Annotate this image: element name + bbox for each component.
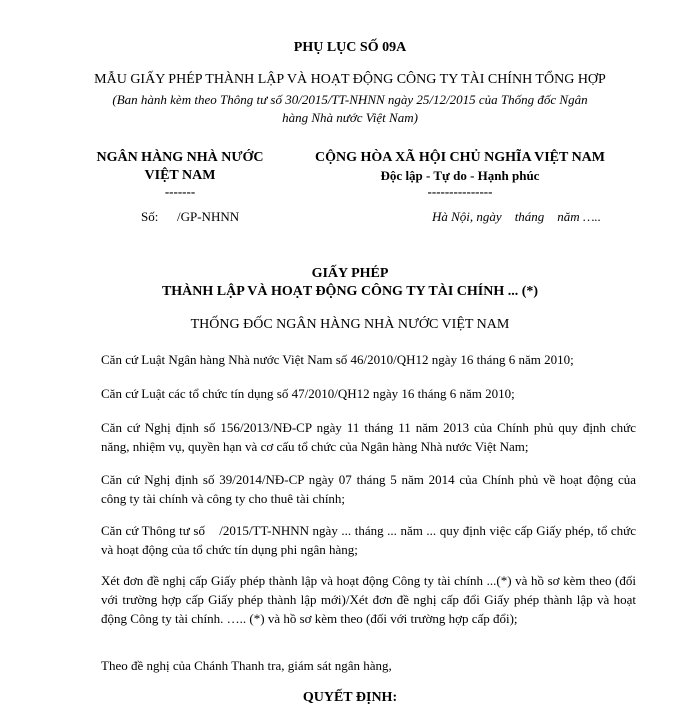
paragraph-legal-basis-3: Căn cứ Nghị định số 156/2013/NĐ-CP ngày 11 tháng 11 năm 2013 của Chính phủ quy định chức năng, nhiệm vụ, quyền hạn và cơ cấu tổ chức của Ngân hàng Nhà nước Việt Nam; [101,420,636,454]
paragraph-legal-basis-5: Căn cứ Thông tư số /2015/TT-NHNN ngày ... tháng ... năm ... quy định việc cấp Giấy phép, tổ chức và hoạt động của tổ chức tín dụng phi ngân hàng; [101,523,640,557]
republic-motto: Độc lập - Tự do - Hạnh phúc [380,168,540,183]
paragraph-legal-basis-2: Căn cứ Luật các tổ chức tín dụng số 47/2010/QH12 ngày 16 tháng 6 năm 2010; [101,386,515,401]
paragraph-legal-basis-4: Căn cứ Nghị định số 39/2014/NĐ-CP ngày 07 tháng 5 năm 2014 của Chính phủ về hoạt động của công ty tài chính và công ty cho thuê tài chính; [101,472,636,506]
license-subtitle: THÀNH LẬP VÀ HOẠT ĐỘNG CÔNG TY TÀI CHÍNH ... (*) [161,284,539,299]
paragraph-legal-basis-1: Căn cứ Luật Ngân hàng Nhà nước Việt Nam số 46/2010/QH12 ngày 16 tháng 6 năm 2010; [101,352,574,367]
paragraph-proposal: Theo đề nghị của Chánh Thanh tra, giám sát ngân hàng, [101,658,392,673]
issued-note-line1: (Ban hành kèm theo Thông tư số 30/2015/TT-NHNN ngày 25/12/2015 của Thống đốc Ngân [112,92,588,107]
paragraph-application: Xét đơn đề nghị cấp Giấy phép thành lập và hoạt động Công ty tài chính ...(*) và hồ sơ kèm theo (đối với trường hợp cấp Giấy phép thành lập mới)/Xét đơn đề nghị cấp đổi Giấy phép thành lập và hoạt động Công ty tài chính. ….. (*) và hồ sơ kèm theo (đối với trường hợp cấp đổi); [101,573,636,626]
republic-name: CỘNG HÒA XÃ HỘI CHỦ NGHĨA VIỆT NAM [314,150,605,165]
agency-name-line1: NGÂN HÀNG NHÀ NƯỚC [96,150,264,165]
issued-note-line2: hàng Nhà nước Việt Nam) [282,110,418,125]
agency-rule: ------- [164,184,196,199]
license-title: GIẤY PHÉP [311,266,389,281]
decision-heading: QUYẾT ĐỊNH: [302,690,398,705]
form-title: MẪU GIẤY PHÉP THÀNH LẬP VÀ HOẠT ĐỘNG CÔNG TY TÀI CHÍNH TỔNG HỢP [94,72,606,87]
place-date: Hà Nội, ngày tháng năm ….. [432,209,601,224]
agency-name-line2: VIỆT NAM [144,168,216,183]
republic-rule: --------------- [427,184,493,199]
governor-heading: THỐNG ĐỐC NGÂN HÀNG NHÀ NƯỚC VIỆT NAM [190,317,510,332]
appendix-title: PHỤ LỤC SỐ 09A [293,40,407,55]
number-suffix: /GP-NHNN [177,209,240,224]
number-label: Số: [141,209,159,224]
